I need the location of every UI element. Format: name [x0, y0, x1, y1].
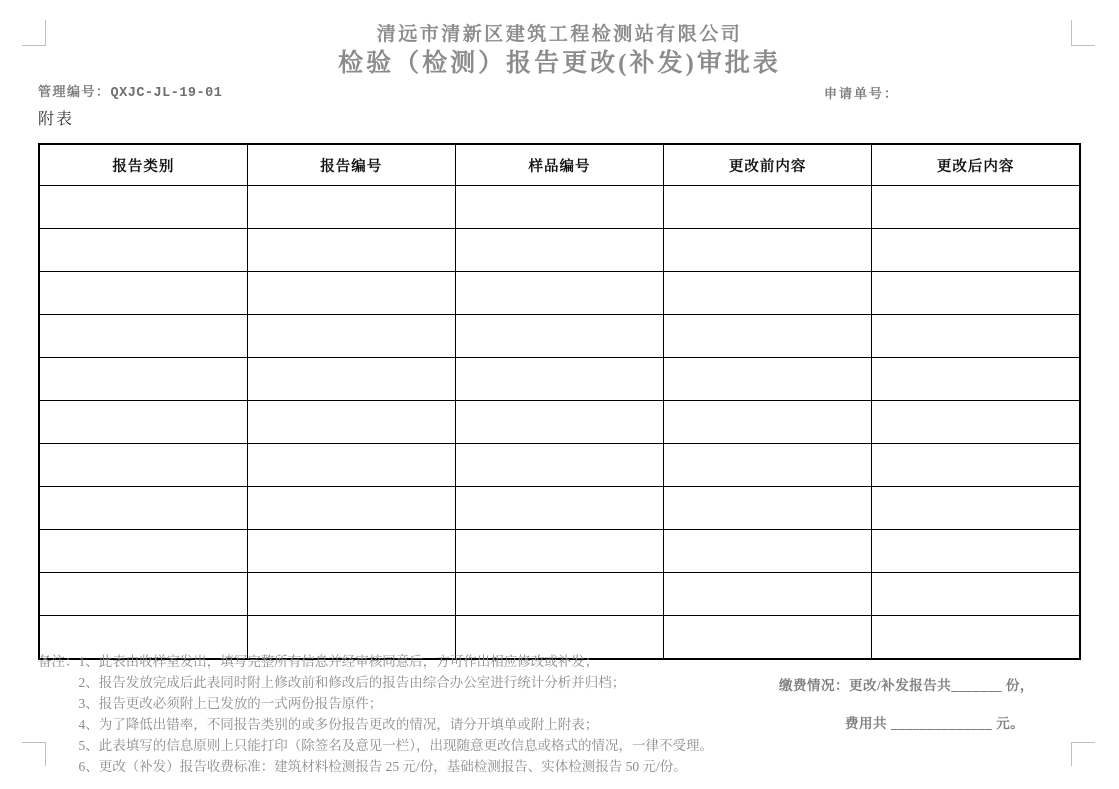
- table-row: [39, 229, 1080, 272]
- table-cell[interactable]: [664, 487, 872, 530]
- table-cell[interactable]: [664, 229, 872, 272]
- table-cell[interactable]: [664, 272, 872, 315]
- table-cell[interactable]: [39, 186, 247, 229]
- table-cell[interactable]: [455, 358, 663, 401]
- company-name: 清远市清新区建筑工程检测站有限公司: [376, 24, 743, 45]
- payment-label: 缴费情况：: [779, 678, 849, 693]
- table-cell[interactable]: [455, 530, 663, 573]
- table-cell[interactable]: [455, 487, 663, 530]
- table-cell[interactable]: [247, 530, 455, 573]
- table-row: [39, 487, 1080, 530]
- table-cell[interactable]: [872, 358, 1080, 401]
- note-item: 6、更改（补发）报告收费标准：建筑材料检测报告 25 元/份，基础检测报告、实体检测报告 50 元/份。: [78, 759, 687, 774]
- table-cell[interactable]: [664, 401, 872, 444]
- table-cell[interactable]: [455, 315, 663, 358]
- table-cell[interactable]: [455, 186, 663, 229]
- table-cell[interactable]: [872, 487, 1080, 530]
- table-cell[interactable]: [872, 272, 1080, 315]
- notes-items: [79, 651, 784, 777]
- table-cell[interactable]: [39, 315, 247, 358]
- table-cell[interactable]: [872, 530, 1080, 573]
- note-item: 4、为了降低出错率，不同报告类别的或多份报告更改的情况，请分开填单或附上附表；: [78, 717, 599, 732]
- notes-label: 备注：: [38, 654, 79, 669]
- table-cell[interactable]: [664, 530, 872, 573]
- table-cell[interactable]: [39, 358, 247, 401]
- table-row: [39, 186, 1080, 229]
- table-cell[interactable]: [455, 272, 663, 315]
- table-cell[interactable]: [247, 315, 455, 358]
- note-item: 5、此表填写的信息原则上只能打印（除签名及意见一栏），出现随意更改信息或格式的情况，一律不受理。: [78, 738, 713, 753]
- table-cell[interactable]: [39, 530, 247, 573]
- payment-line-2: 费用共 ______________ 元。: [845, 716, 1025, 731]
- table-cell[interactable]: [872, 573, 1080, 616]
- application-number-label: 申请单号：: [824, 86, 900, 101]
- table-cell[interactable]: [39, 229, 247, 272]
- management-number-value: QXJC-JL-19-01: [110, 86, 223, 101]
- table-cell[interactable]: [39, 487, 247, 530]
- table-cell[interactable]: [39, 573, 247, 616]
- crop-mark-bottom-right: [1071, 742, 1095, 766]
- table-cell[interactable]: [664, 573, 872, 616]
- table-cell[interactable]: [664, 444, 872, 487]
- table-cell[interactable]: [872, 444, 1080, 487]
- table-cell[interactable]: [872, 186, 1080, 229]
- header-cell-content-after: 更改后内容: [872, 144, 1080, 186]
- table-body: [39, 186, 1080, 660]
- table-cell[interactable]: [455, 573, 663, 616]
- header-cell-report-category: 报告类别: [39, 144, 247, 186]
- table-cell[interactable]: [664, 358, 872, 401]
- note-item: 3、报告更改必须附上已发放的一式两份报告原件；: [78, 696, 383, 711]
- table-row: [39, 530, 1080, 573]
- page-title: 检验（检测）报告更改(补发)审批表: [338, 50, 781, 77]
- table-cell[interactable]: [872, 229, 1080, 272]
- table-row: [39, 272, 1080, 315]
- header-cell-sample-number: 样品编号: [455, 144, 663, 186]
- table-cell[interactable]: [247, 186, 455, 229]
- table-row: [39, 358, 1080, 401]
- report-change-table: [38, 143, 1081, 660]
- table-cell[interactable]: [455, 229, 663, 272]
- table-cell[interactable]: [872, 401, 1080, 444]
- table-cell[interactable]: [39, 444, 247, 487]
- table-cell[interactable]: [247, 401, 455, 444]
- table-row: [39, 444, 1080, 487]
- payment-line1-text: 更改/补发报告共_______ 份，: [849, 678, 1034, 693]
- table-cell[interactable]: [455, 444, 663, 487]
- table-cell[interactable]: [247, 272, 455, 315]
- table-cell[interactable]: [664, 315, 872, 358]
- table-header: [39, 144, 1080, 186]
- table-header-row: [39, 144, 1080, 186]
- table-cell[interactable]: [39, 401, 247, 444]
- header-cell-report-number: 报告编号: [247, 144, 455, 186]
- table-cell[interactable]: [39, 272, 247, 315]
- table-cell[interactable]: [247, 358, 455, 401]
- table-row: [39, 401, 1080, 444]
- management-number-line: [38, 81, 222, 101]
- payment-line-1: [779, 674, 1034, 694]
- management-number-label: 管理编号：: [38, 84, 111, 99]
- notes-block: [38, 651, 783, 777]
- attachment-label: 附表: [38, 111, 75, 128]
- table-row: [39, 315, 1080, 358]
- note-item: 1、此表由收样室发出，填写完整所有信息并经审核同意后，方可作出相应修改或补发；: [78, 654, 599, 669]
- table-cell[interactable]: [664, 186, 872, 229]
- table-cell[interactable]: [247, 444, 455, 487]
- table-cell[interactable]: [872, 315, 1080, 358]
- table-row: [39, 573, 1080, 616]
- table-cell[interactable]: [872, 616, 1080, 660]
- table-cell[interactable]: [247, 487, 455, 530]
- table-cell[interactable]: [455, 401, 663, 444]
- note-item: 2、报告发放完成后此表同时附上修改前和修改后的报告由综合办公室进行统计分析并归档；: [78, 675, 626, 690]
- header-cell-content-before: 更改前内容: [664, 144, 872, 186]
- table-cell[interactable]: [247, 229, 455, 272]
- table-cell[interactable]: [247, 573, 455, 616]
